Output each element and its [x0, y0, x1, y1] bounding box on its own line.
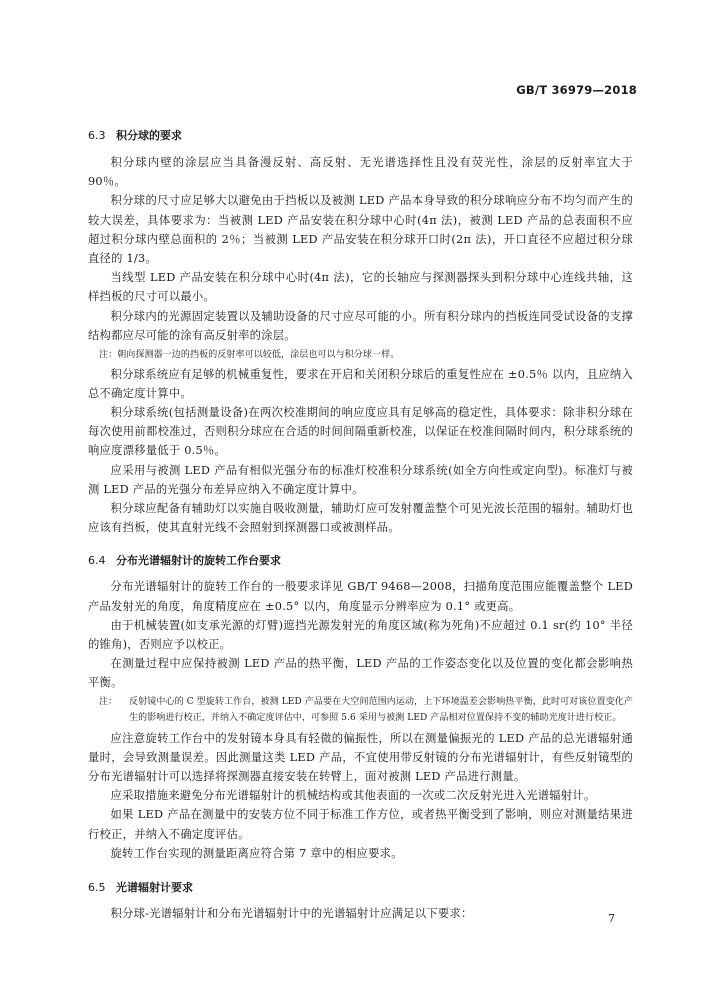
paragraph: 积分球内壁的涂层应当具备漫反射、高反射、无光谱选择性且没有荧光性，涂层的反射率宜大于 90％。	[88, 156, 633, 189]
paragraph: 分布光谱辐射计的旋转工作台的一般要求详见 GB/T 9468—2008，扫描角度范围应能覆盖整个 LED 产品发射光的角度，角度精度应在 ±0.5° 以内，角度显示分辨率应为 0.1° 或更高。	[88, 580, 633, 613]
note: 注：朝向探测器一边的挡板的反射率可以较低，涂层也可以与积分球一样。	[99, 350, 400, 361]
paragraph: 应采用与被测 LED 产品有相似光强分布的标准灯校准积分球系统(如全方向性或定向型)。标准灯与被测 LED 产品的光强分布差异应纳入不确定度计算中。	[88, 463, 633, 496]
page-number: 7	[608, 912, 615, 925]
paragraph: 如果 LED 产品在测量中的安装方位不同于标准工作方位，或者热平衡受到了影响，则应对测量结果进行校正，并纳入不确定度评估。	[88, 808, 633, 841]
paragraph: 积分球-光谱辐射计和分布光谱辐射计中的光谱辐射计应满足以下要求：	[110, 907, 473, 920]
paragraph: 积分球系统应有足够的机械重复性，要求在开启和关闭积分球后的重复性应在 ±0.5％ 以内，且应纳入总不确定度计算中。	[88, 367, 633, 400]
section-6-4-heading	[88, 552, 633, 570]
paragraph: 应采取措施来避免分布光谱辐射计的机械结构或其他表面的一次或二次反射光进入光谱辐射计。	[110, 789, 596, 803]
paragraph: 由于机械装置(如支承光源的灯臂)遮挡光源发射光的角度区域(称为死角)不应超过 0.1 sr(约 10° 半径的锥角)，否则应予以校正。	[88, 618, 633, 651]
section-number: 6.3	[88, 129, 106, 142]
section-title: 积分球的要求	[116, 129, 182, 142]
note	[99, 694, 633, 727]
document-body	[88, 127, 633, 923]
standard-number: GB/T 36979—2018	[516, 83, 637, 97]
section-6-5-heading	[88, 879, 633, 897]
paragraph: 旋转工作台实现的测量距离应符合第 7 章中的相应要求。	[110, 846, 403, 860]
paragraph: 当线型 LED 产品安装在积分球中心时(4π 法)，它的长轴应与探测器探头到积分球中心连线共轴，这样挡板的尺寸可以最小。	[88, 271, 633, 304]
section-6-3-heading	[88, 127, 633, 145]
section-title: 分布光谱辐射计的旋转工作台要求	[116, 554, 281, 568]
section-number: 6.5	[88, 881, 106, 894]
note-label: 注：	[99, 696, 118, 707]
note-text: 反射镜中心的 C 型旋转工作台，被测 LED 产品要在大空间范围内运动，上下环境温差会影响热平衡，此时可对该位置变化产生的影响进行校正，并纳入不确定度评估中，可参照 5.6 采用与被测 LED 产品相对位置保持不变的辅助光度计进行校正。	[129, 696, 633, 724]
section-title: 光谱辐射计要求	[116, 881, 193, 894]
section-number: 6.4	[88, 554, 106, 568]
paragraph: 在测量过程中应保持被测 LED 产品的热平衡，LED 产品的工作姿态变化以及位置的变化都会影响热平衡。	[88, 657, 633, 690]
paragraph: 积分球内的光源固定装置以及辅助设备的尺寸应尽可能的小。所有积分球内的挡板连同受试设备的支撑结构都应尽可能的涂有高反射率的涂层。	[88, 309, 633, 342]
paragraph: 积分球系统(包括测量设备)在两次校准期间的响应度应具有足够高的稳定性，具体要求：除非积分球在每次使用前都校准过，否则积分球应在合适的时间间隔重新校准，以保证在校准间隔时间内，积分球系统的响应度漂移量低于 0.5％。	[88, 405, 633, 458]
paragraph: 积分球应配备有辅助灯以实施自吸收测量，辅助灯应可发射覆盖整个可见光波长范围的辐射。辅助灯也应该有挡板，使其直射光线不会照射到探测器口或被测样品。	[88, 501, 633, 535]
paragraph: 积分球的尺寸应足够大以避免由于挡板以及被测 LED 产品本身导致的积分球响应分布不均匀而产生的较大误差，具体要求为：当被测 LED 产品安装在积分球中心时(4π 法)，被测 LED 产品的总表面积不应超过积分球内壁总面积的 2％；当被测 LED 产品安装在积分球开口时(2π 法)，开口直径不应超过积分球直径的 1/3。	[88, 194, 633, 266]
paragraph: 应注意旋转工作台中的发射镜本身具有轻微的偏振性，所以在测量偏振光的 LED 产品的总光谱辐射通量时，会导致测量误差。因此测量这类 LED 产品，不宜使用带反射镜的分布光谱辐射计，有些反射镜型的分布光谱辐射计可以选择将探测器直接安装在转臂上，面对被测 LED 产品进行测量。	[88, 731, 633, 783]
